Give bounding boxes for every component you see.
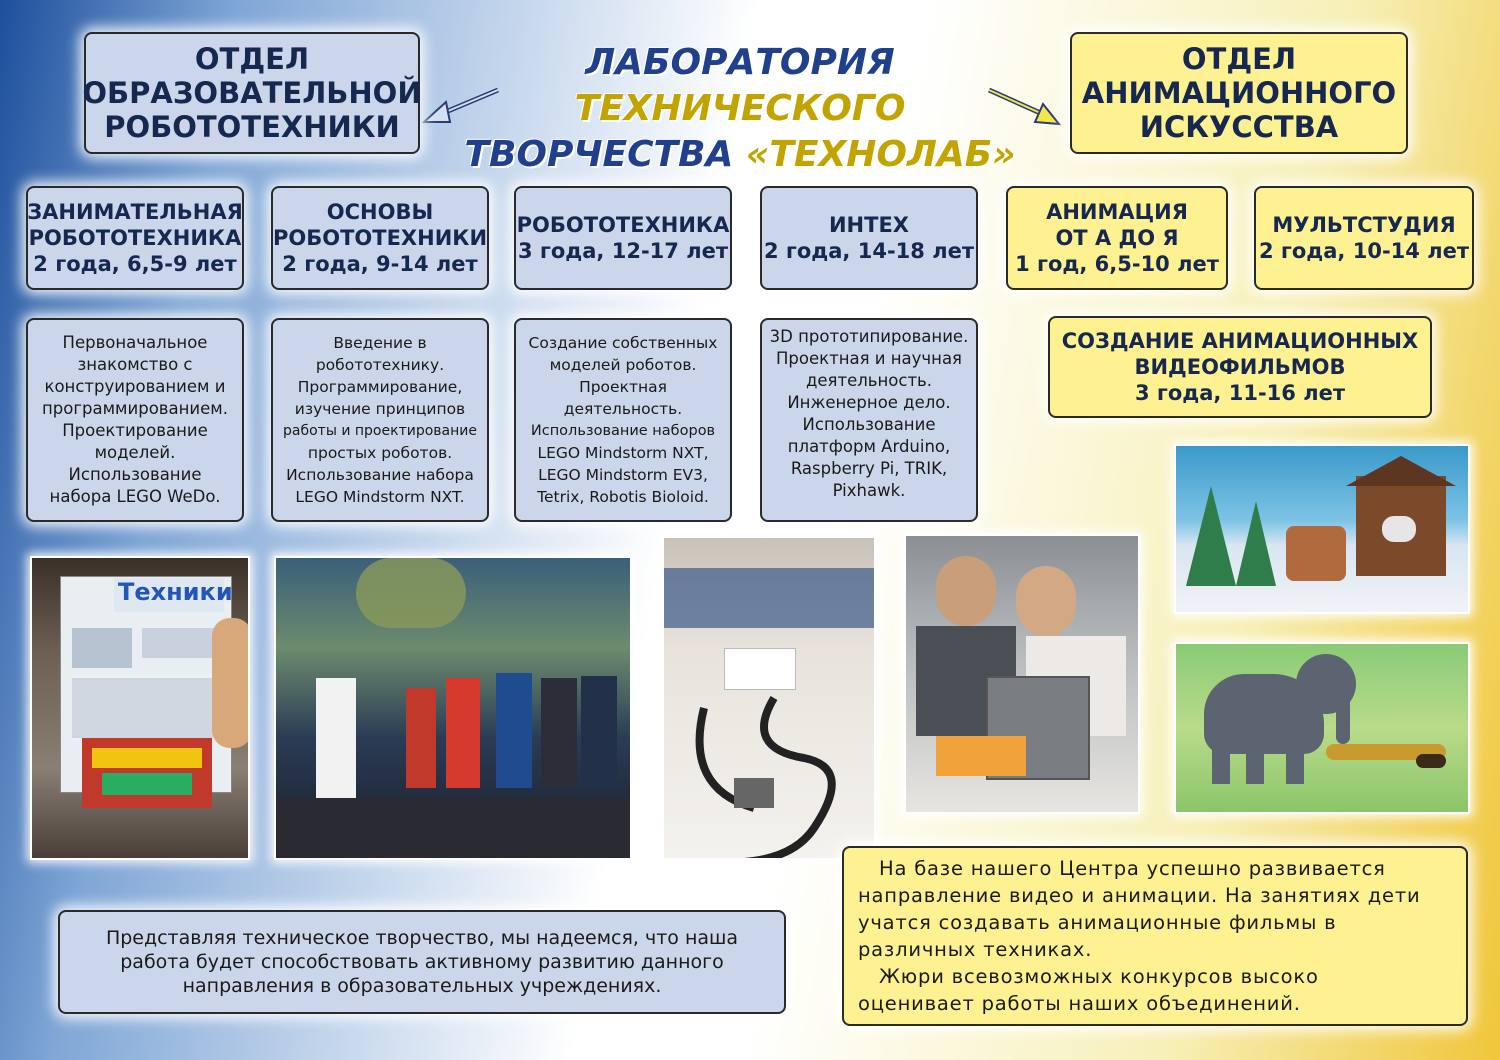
dept-line: ОТДЕЛ: [194, 42, 310, 76]
desc-line: Tetrix, Robotis Bioloid.: [537, 488, 709, 506]
closing-line: Представляя техническое творчество, мы надеемся, что наша: [105, 927, 739, 949]
program-line: 2 года, 9-14 лет: [282, 252, 478, 276]
lab-title: [440, 40, 1040, 178]
desc-line: конструированием и: [44, 377, 226, 396]
program-multstudio: [1254, 186, 1474, 290]
photo-robot-track: [662, 536, 876, 860]
title-part: ТВОРЧЕСТВА: [464, 134, 746, 175]
program-line: МУЛЬТСТУДИЯ: [1272, 213, 1456, 237]
desc-line: программированием.: [42, 399, 228, 418]
photo-boys-building-robot: [904, 534, 1140, 814]
program-animated-films: [1048, 316, 1432, 418]
program-line: 2 года, 6,5-9 лет: [33, 252, 237, 276]
poster-title: Техники: [118, 578, 233, 606]
desc-line: работы и проектирование: [283, 423, 477, 439]
title-part: «ТЕХНОЛАБ»: [745, 134, 1016, 175]
closing-line: направления в образовательных учреждениях.: [182, 975, 662, 997]
dept-robotics: [84, 32, 420, 154]
desc-line: 3D прототипирование.: [769, 327, 969, 346]
desc-line: деятельность.: [805, 371, 933, 390]
desc-line: моделей.: [94, 443, 176, 462]
photo-award-ceremony: [274, 556, 632, 860]
program-line: 2 года, 14-18 лет: [763, 239, 974, 263]
closing-line: работа будет способствовать активному развитию данного: [120, 951, 724, 973]
dept-line: ОБРАЗОВАТЕЛЬНОЙ: [82, 76, 422, 110]
program-robotics-basics: [271, 186, 489, 290]
desc-line: Raspberry Pi, TRIK,: [790, 459, 948, 478]
animation-line: направление видео и анимации. На занятиях дети: [858, 884, 1421, 907]
desc-line: Pixhawk.: [832, 481, 906, 500]
arrow-right-icon: [985, 82, 1065, 132]
program-line: РОБОТОТЕХНИКА: [516, 213, 730, 237]
program-line: 2 года, 10-14 лет: [1258, 239, 1469, 263]
desc-line: Использование: [68, 465, 202, 484]
closing-statement: [58, 910, 786, 1014]
dept-line: ИСКУССТВА: [1139, 110, 1339, 144]
program-line: РОБОТОТЕХНИКА: [28, 226, 242, 250]
animation-line: оценивает работы наших объединений.: [858, 992, 1301, 1015]
desc-line: LEGO Mindstorm EV3,: [538, 466, 708, 484]
program-robotics: [514, 186, 732, 290]
photo-drawing-elephant: [1174, 642, 1470, 814]
desc-line: Использование набора: [286, 466, 474, 484]
program-line: ЗАНИМАТЕЛЬНАЯ: [27, 200, 243, 224]
program-line: АНИМАЦИЯ: [1046, 200, 1188, 224]
desc-line: Программирование,: [297, 378, 463, 396]
title-part: ТЕХНИЧЕСКОГО: [574, 88, 906, 129]
animation-line: На базе нашего Центра успешно развивается: [858, 857, 1386, 880]
arrow-left-icon: [418, 78, 503, 128]
program-line: ИНТЕХ: [828, 213, 909, 237]
description-intech: [760, 318, 978, 522]
dept-line: ОТДЕЛ: [1181, 42, 1297, 76]
description-entertaining-robotics: [26, 318, 244, 522]
program-line: ВИДЕОФИЛЬМОВ: [1134, 355, 1346, 379]
desc-line: LEGO Mindstorm NXT.: [295, 488, 465, 506]
desc-line: Использование: [802, 415, 936, 434]
desc-line: изучение принципов: [294, 400, 466, 418]
program-line: РОБОТОТЕХНИКИ: [272, 226, 488, 250]
description-robotics: [514, 318, 732, 522]
program-line: 1 год, 6,5-10 лет: [1015, 252, 1219, 276]
title-part: ЛАБОРАТОРИЯ: [585, 42, 895, 83]
desc-line: простых роботов.: [307, 444, 453, 462]
animation-line: Жюри всевозможных конкурсов высоко: [858, 965, 1319, 988]
animation-line: различных техниках.: [858, 938, 1093, 961]
animation-line: учатся создавать анимационные фильмы в: [858, 911, 1337, 934]
program-line: 3 года, 12-17 лет: [517, 239, 728, 263]
program-line: СОЗДАНИЕ АНИМАЦИОННЫХ: [1061, 329, 1419, 353]
dept-line: РОБОТОТЕХНИКИ: [104, 110, 400, 144]
desc-line: деятельность.: [563, 400, 683, 418]
desc-line: Инженерное дело.: [787, 393, 951, 412]
program-intech: [760, 186, 978, 290]
program-animation-a-to-z: [1006, 186, 1228, 290]
desc-line: Использование наборов: [530, 423, 716, 439]
photo-drawing-hut: [1174, 444, 1470, 614]
animation-statement: [842, 846, 1468, 1026]
photo-exhibition-poster: [30, 556, 250, 860]
dept-animation: [1070, 32, 1408, 154]
program-entertaining-robotics: [26, 186, 244, 290]
track-line: [664, 538, 876, 860]
desc-line: моделей роботов.: [549, 356, 697, 374]
desc-line: Создание собственных: [528, 334, 718, 352]
desc-line: знакомство с: [77, 355, 193, 374]
program-line: ОТ А ДО Я: [1055, 226, 1179, 250]
desc-line: набора LEGO WeDo.: [49, 487, 221, 506]
desc-line: платформ Arduino,: [787, 437, 951, 456]
desc-line: Проектирование: [62, 421, 208, 440]
program-line: ОСНОВЫ: [326, 200, 434, 224]
desc-line: LEGO Mindstorm NXT,: [537, 444, 709, 462]
description-robotics-basics: [271, 318, 489, 522]
program-line: 3 года, 11-16 лет: [1134, 381, 1345, 405]
desc-line: Проектная: [579, 378, 667, 396]
dept-line: АНИМАЦИОННОГО: [1081, 76, 1397, 110]
desc-line: Введение в: [333, 334, 427, 352]
desc-line: Проектная и научная: [776, 349, 962, 368]
desc-line: робототехнику.: [315, 356, 445, 374]
desc-line: Первоначальное: [62, 333, 208, 352]
